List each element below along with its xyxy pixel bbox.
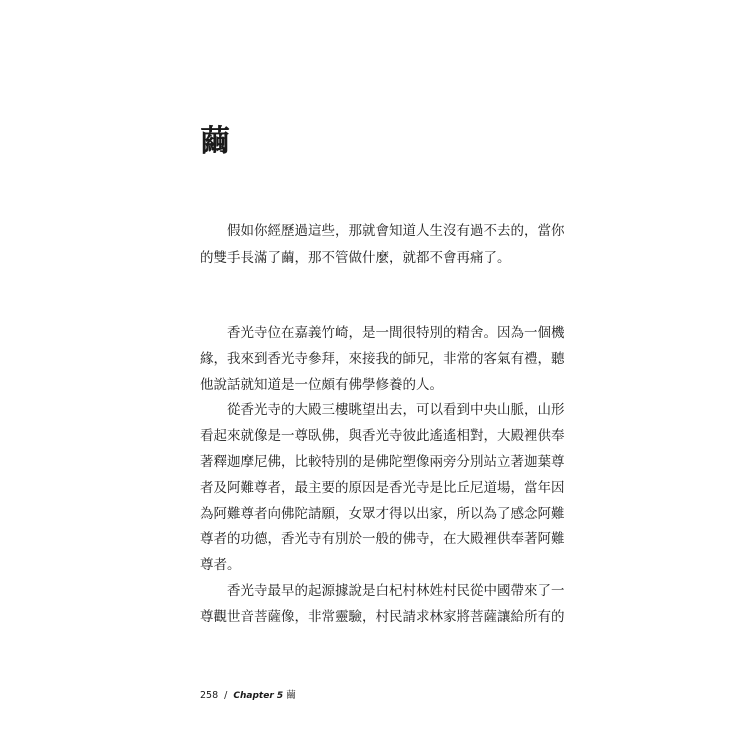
body-line: 緣，我來到香光寺參拜，來接我的師兄，非常的客氣有禮，聽 [200,350,565,367]
chapter-name: 繭 [286,690,296,701]
epigraph-line: 假如你經歷過這些，那就會知道人生沒有過不去的，當你 [227,223,565,239]
body-line: 從香光寺的大殿三樓眺望出去，可以看到中央山脈，山形 [227,402,565,419]
body-line: 著釋迦摩尼佛，比較特別的是佛陀塑像兩旁分別站立著迦葉尊 [200,453,565,470]
footer-separator: / [224,690,228,701]
chapter-label: Chapter 5 [233,691,284,701]
body-line: 尊觀世音菩薩像，非常靈驗，村民請求林家將菩薩讓給所有的 [200,608,565,625]
page-number: 258 [200,690,219,701]
body-line: 尊者。 [200,557,241,574]
body-text [200,321,565,631]
body-line: 為阿難尊者向佛陀請願，女眾才得以出家，所以為了感念阿難 [200,505,565,522]
page-footer [200,687,296,701]
epigraph-line: 的雙手長滿了繭，那不管做什麼，就都不會再痛了。 [200,250,511,266]
body-line: 看起來就像是一尊臥佛，與香光寺彼此遙遙相對，大殿裡供奉 [200,428,565,445]
epigraph [200,218,565,272]
body-line: 尊者的功德，香光寺有別於一般的佛寺，在大殿裡供奉著阿難 [200,531,565,548]
body-line: 他說話就知道是一位頗有佛學修養的人。 [200,376,443,393]
body-line: 香光寺最早的起源據說是白杞村林姓村民從中國帶來了一 [227,582,565,599]
body-line: 香光寺位在嘉義竹崎，是一間很特別的精舍。因為一個機 [227,325,565,341]
chapter-title: 繭 [200,124,232,159]
body-line: 者及阿難尊者，最主要的原因是香光寺是比丘尼道場，當年因 [200,479,565,496]
